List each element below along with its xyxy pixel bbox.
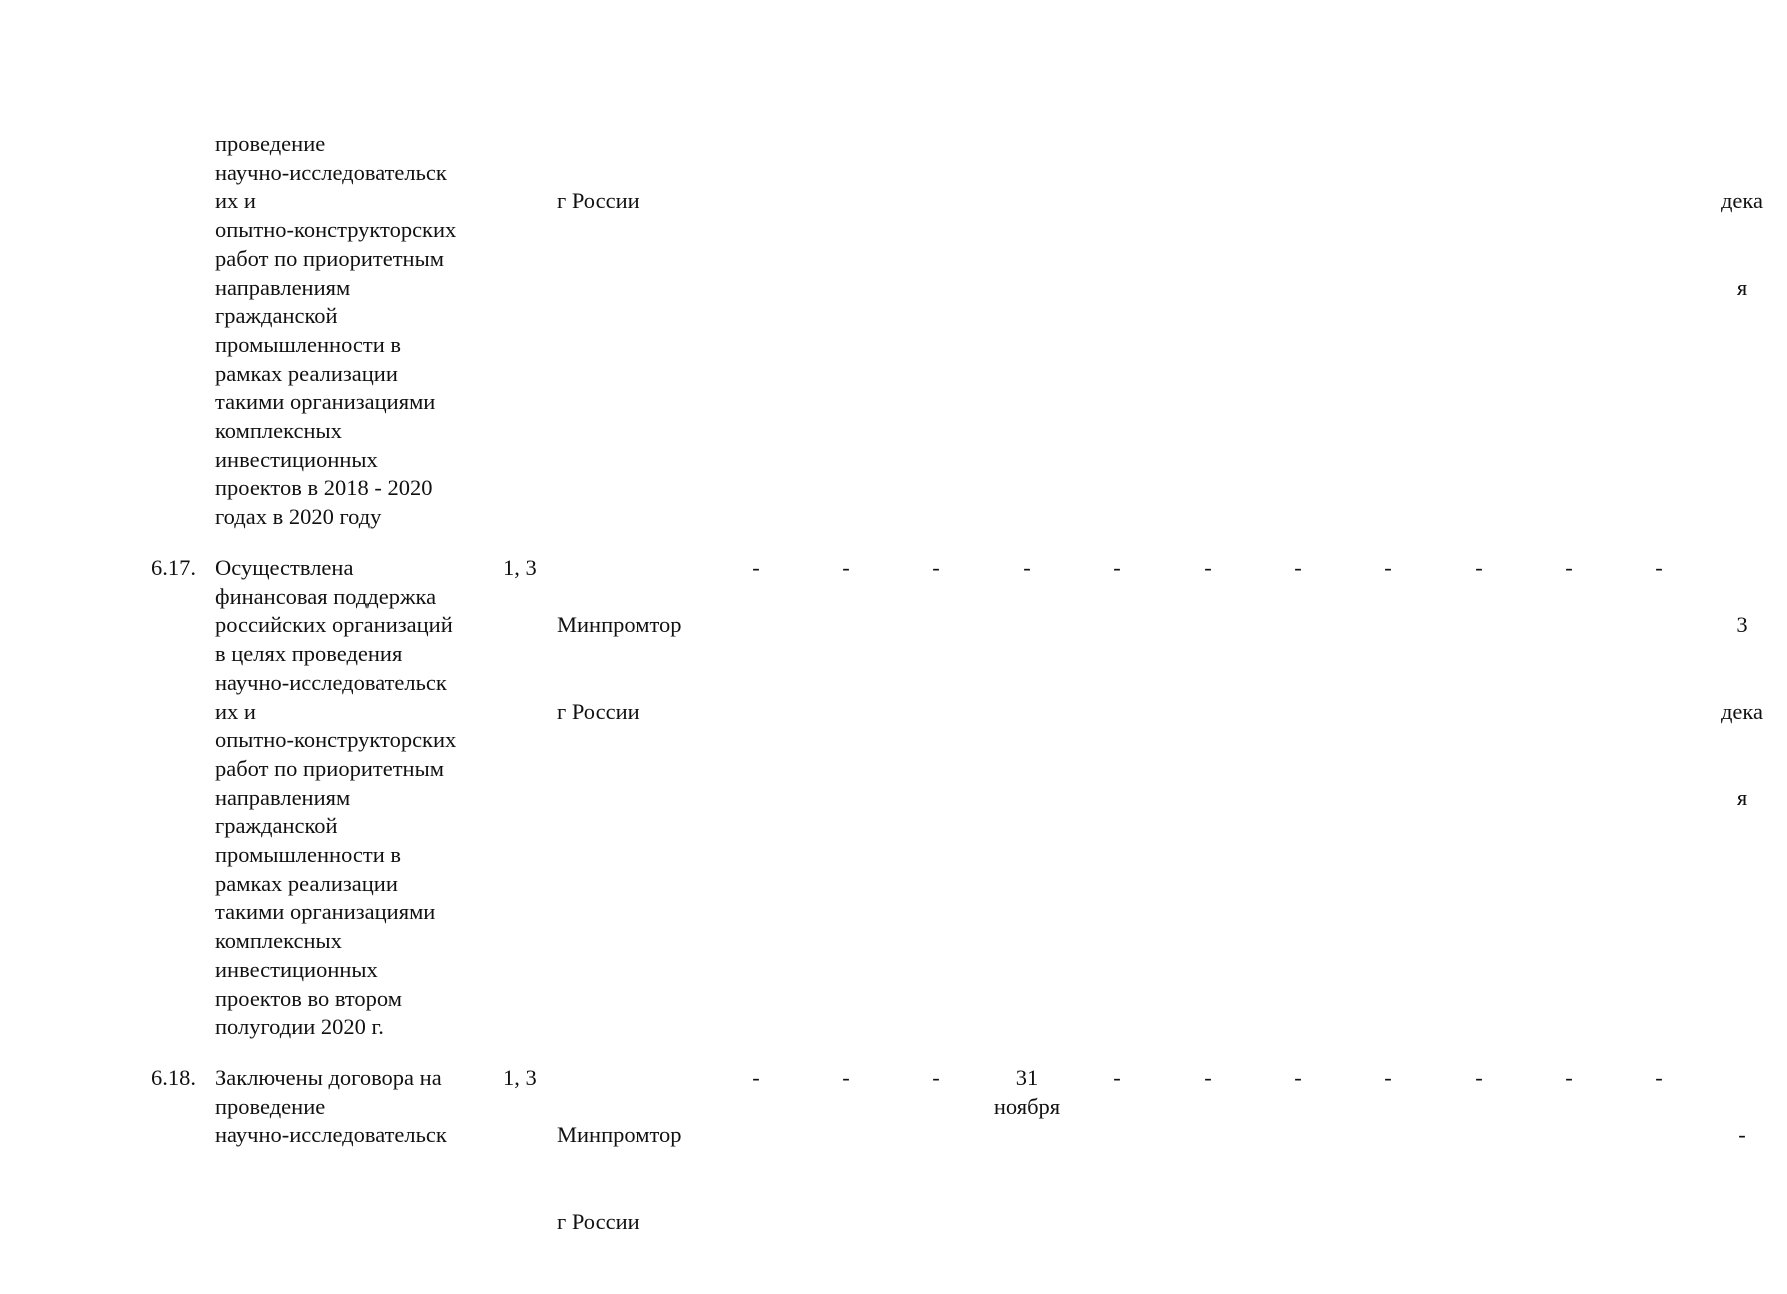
period-cell-4: -	[1023, 555, 1031, 580]
period-cell-2: -	[842, 1065, 850, 1090]
period-cell-11: -	[1655, 555, 1663, 580]
period-cell-5: -	[1113, 555, 1121, 580]
row-goal: 1, 3	[503, 555, 537, 580]
period-cell-9: -	[1475, 555, 1483, 580]
period-cell-7: -	[1294, 1065, 1302, 1090]
period-cell-4: 31 ноября	[993, 1065, 1061, 1119]
period-cell-3: -	[932, 1065, 940, 1090]
period-cell-2: -	[842, 555, 850, 580]
row-last-column: дека я	[1720, 188, 1763, 300]
row-responsible: Минпромтор г России	[557, 612, 682, 724]
row-last-column: -	[1738, 1122, 1746, 1148]
row-last-column: 3 дека я	[1720, 612, 1763, 810]
period-cell-5: -	[1113, 1065, 1121, 1090]
period-cell-10: -	[1565, 555, 1573, 580]
period-cell-8: -	[1384, 555, 1392, 580]
period-cell-6: -	[1204, 555, 1212, 580]
row-description: Осуществлена финансовая поддержка российских организаций в целях проведения научно-исследовательск их и опытно-конструкторских работ по приоритетным направлениям гражданской промышленности в рамках реализации такими организациями комплексных инвестиционных проектов во втором полугодии 2020 г.	[215, 555, 457, 1040]
period-cell-9: -	[1475, 1065, 1483, 1090]
row-number: 6.17.	[151, 555, 196, 580]
row-description: проведение научно-исследовательск их и опытно-конструкторских работ по приоритетным направлениям гражданской промышленности в рамках реализации такими организациями комплексных инвестиционных проектов в 2018 - 2020 годах в 2020 году	[215, 131, 457, 530]
period-cell-1: -	[752, 1065, 760, 1090]
period-cell-7: -	[1294, 555, 1302, 580]
period-cell-1: -	[752, 555, 760, 580]
period-cell-8: -	[1384, 1065, 1392, 1090]
row-responsible: Минпромтор г России	[557, 1122, 682, 1234]
row-number: 6.18.	[151, 1065, 196, 1090]
period-cell-10: -	[1565, 1065, 1573, 1090]
period-cell-6: -	[1204, 1065, 1212, 1090]
row-description: Заключены договора на проведение научно-исследовательск	[215, 1065, 447, 1148]
period-cell-11: -	[1655, 1065, 1663, 1090]
row-responsible: г России	[557, 188, 640, 214]
row-goal: 1, 3	[503, 1065, 537, 1090]
period-cell-3: -	[932, 555, 940, 580]
